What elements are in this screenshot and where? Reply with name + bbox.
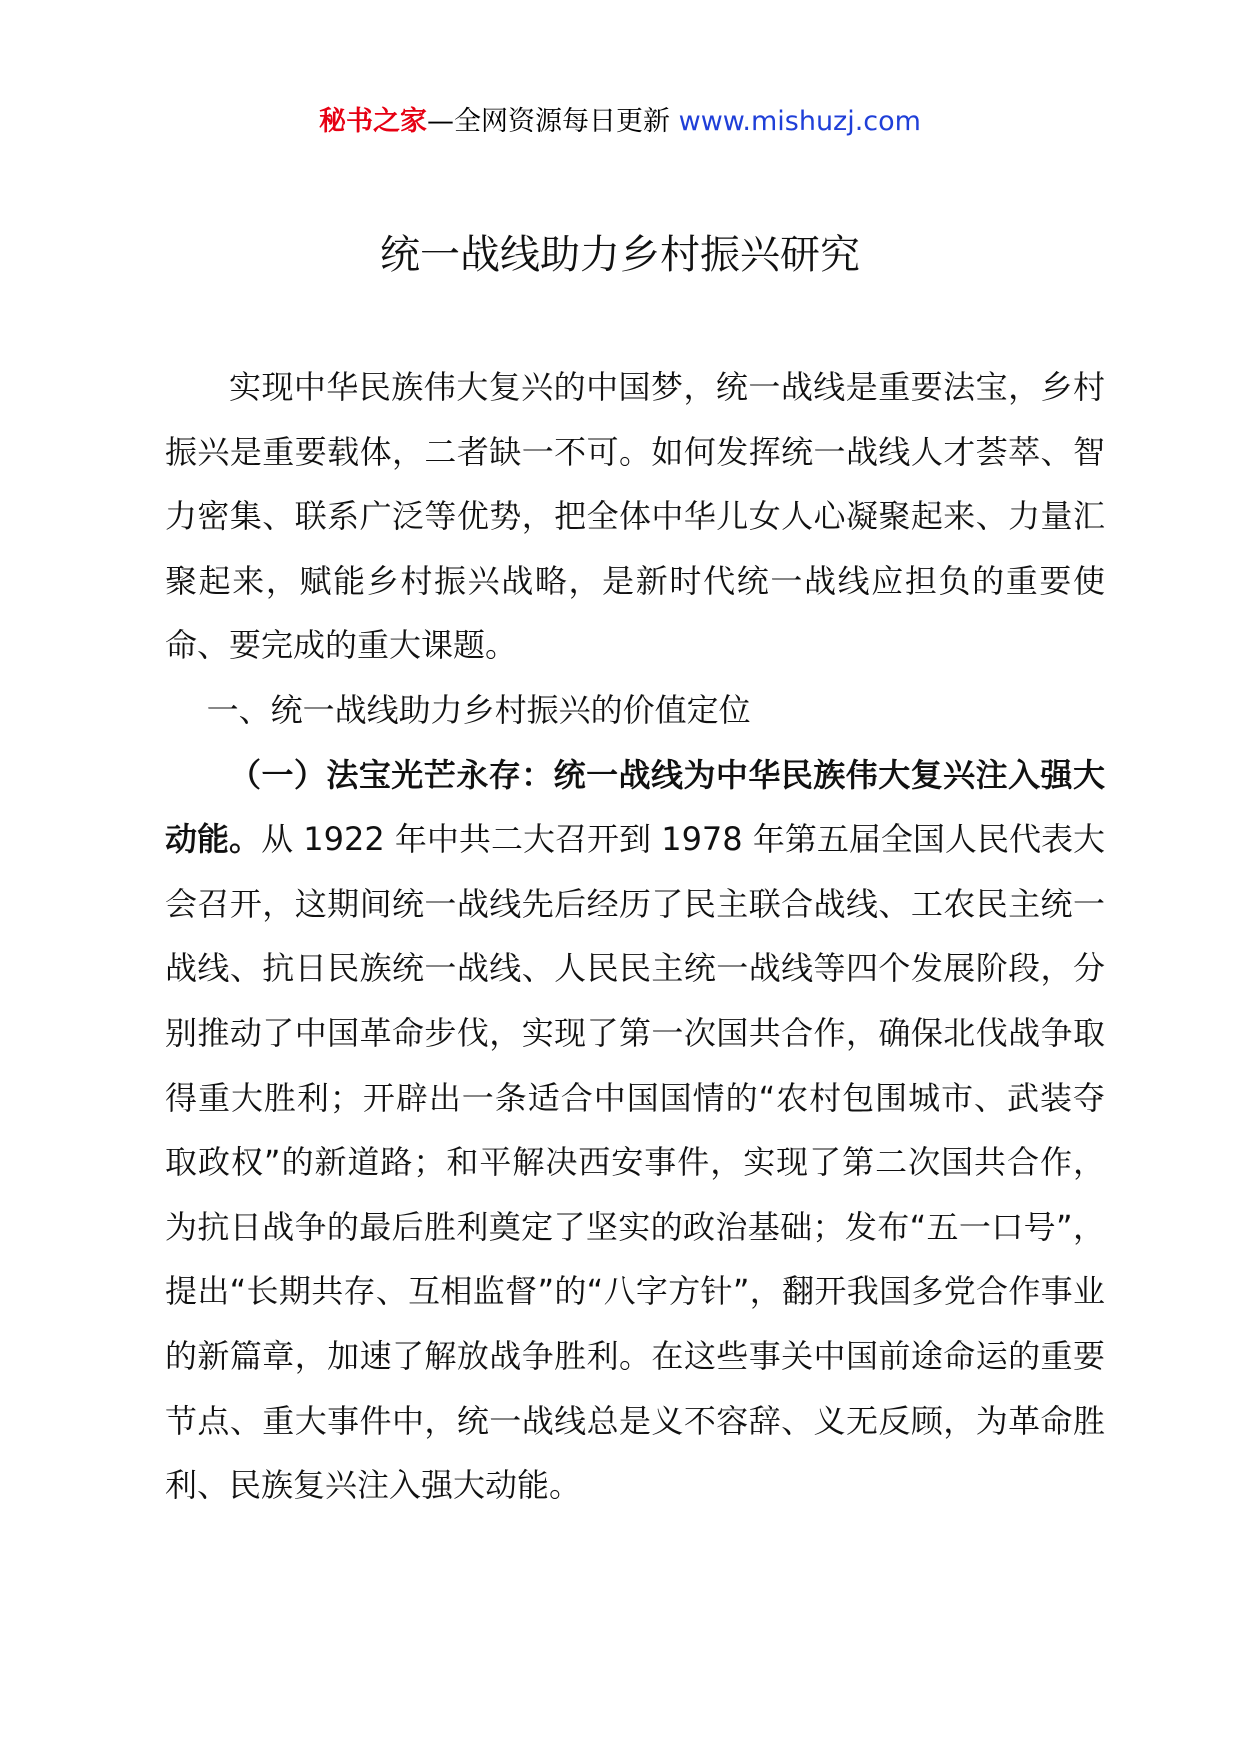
- subsection-text: 从 1922 年中共二大召开到 1978 年第五届全国人民代表大会召开，这期间统一战线先后经历了民主联合战线、工农民主统一战线、抗日民族统一战线、人民民主统一战线等四个发展阶段，分别推动了中国革命步伐，实现了第一次国共合作，确保北伐战争取得重大胜利；开辟出一条适合中国国情的“农村包围城市、武装夺取政权”的新道路；和平解决西安事件，实现了第二次国共合作，为抗日战争的最后胜利奠定了坚实的政治基础；发布“五一口号”，提出“长期共存、互相监督”的“八字方针”，翻开我国多党合作事业的新篇章，加速了解放战争胜利。在这些事关中国前途命运的重要节点、重大事件中，统一战线总是义不容辞、义无反顾，为革命胜利、民族复兴注入强大动能。: [165, 820, 1105, 1505]
- document-body: [165, 355, 1105, 1518]
- document-title: 统一战线助力乡村振兴研究: [380, 232, 860, 278]
- intro-paragraph: 实现中华民族伟大复兴的中国梦，统一战线是重要法宝，乡村振兴是重要载体，二者缺一不可。如何发挥统一战线人才荟萃、智力密集、联系广泛等优势，把全体中华儿女人心凝聚起来、力量汇聚起来，赋能乡村振兴战略，是新时代统一战线应担负的重要使命、要完成的重大课题。: [165, 368, 1105, 665]
- subsection-paragraph: [165, 743, 1105, 1518]
- site-url-link[interactable]: www.mishuzj.com: [678, 106, 921, 137]
- section-heading: 一、统一战线助力乡村振兴的价值定位: [206, 690, 751, 729]
- subsection-heading: （一）法宝光芒永存：统一战线为中华民族伟大复兴注入强大动能。: [165, 755, 1105, 859]
- site-slogan: —全网资源每日更新: [427, 106, 679, 137]
- site-brand: 秘书之家: [319, 106, 428, 137]
- site-header: [0, 100, 1240, 144]
